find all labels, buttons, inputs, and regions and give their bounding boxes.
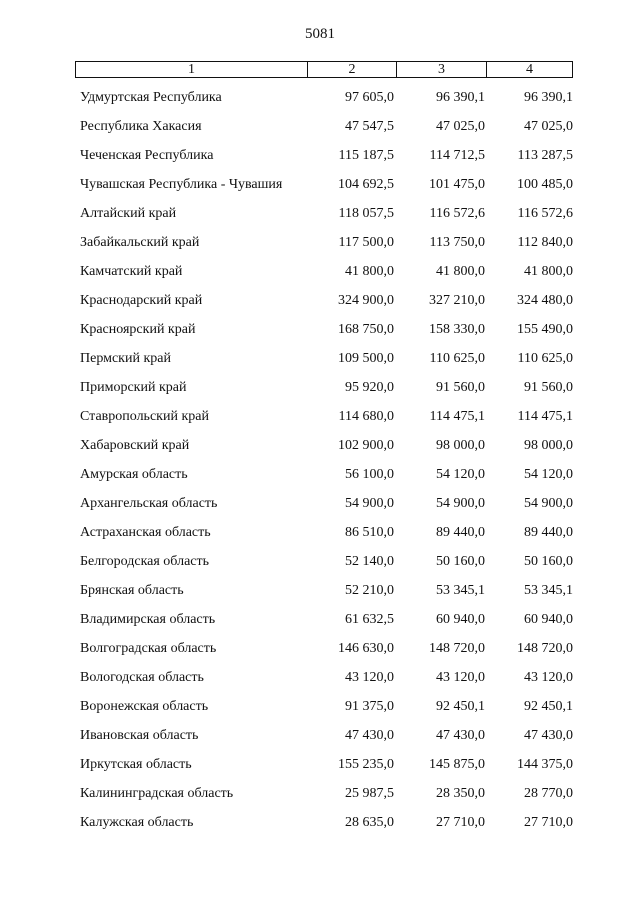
region-name: Владимирская область [80,612,216,627]
value-col-3: 96 390,1 [436,90,485,105]
table-row [0,402,640,431]
header-col-4: 4 [526,61,533,77]
value-col-3: 54 900,0 [436,496,485,511]
table-row [0,518,640,547]
region-name: Краснодарский край [80,293,203,308]
value-col-4: 324 480,0 [517,293,573,308]
value-col-2: 109 500,0 [338,351,394,366]
table-row [0,489,640,518]
value-col-4: 148 720,0 [517,641,573,656]
value-col-4: 110 625,0 [517,351,573,366]
region-name: Камчатский край [80,264,183,279]
region-name: Чувашская Республика - Чувашия [80,177,283,192]
header-col-3: 3 [397,62,487,77]
value-col-2: 43 120,0 [345,670,394,685]
value-col-4: 47 430,0 [524,728,573,743]
value-col-3: 92 450,1 [436,699,485,714]
table-row [0,750,640,779]
value-col-2: 114 680,0 [338,409,394,424]
value-col-3: 145 875,0 [429,757,485,772]
value-col-4: 41 800,0 [524,264,573,279]
region-name: Ставропольский край [80,409,209,424]
table-row [0,431,640,460]
region-name: Амурская область [80,467,188,482]
value-col-3: 113 750,0 [429,235,485,250]
value-col-4: 114 475,1 [517,409,573,424]
value-col-2: 146 630,0 [338,641,394,656]
table-row [0,83,640,112]
value-col-4: 89 440,0 [524,525,573,540]
table-row [0,257,640,286]
value-col-2: 104 692,5 [338,177,394,192]
region-name: Белгородская область [80,554,210,569]
table-row [0,576,640,605]
region-name: Республика Хакасия [80,119,202,134]
value-col-4: 112 840,0 [517,235,573,250]
value-col-3: 98 000,0 [436,438,485,453]
value-col-4: 28 770,0 [524,786,573,801]
region-name: Красноярский край [80,322,196,337]
value-col-2: 86 510,0 [345,525,394,540]
value-col-3: 53 345,1 [436,583,485,598]
value-col-4: 144 375,0 [517,757,573,772]
value-col-3: 148 720,0 [429,641,485,656]
value-col-3: 116 572,6 [429,206,485,221]
table-row [0,228,640,257]
value-col-2: 155 235,0 [338,757,394,772]
value-col-4: 100 485,0 [517,177,573,192]
value-col-3: 110 625,0 [429,351,485,366]
table-row [0,547,640,576]
table-row [0,286,640,315]
value-col-2: 91 375,0 [345,699,394,714]
value-col-4: 54 120,0 [524,467,573,482]
table-row [0,315,640,344]
page-number: 5081 [305,26,335,42]
header-col-1: 1 [76,62,308,77]
value-col-2: 47 430,0 [345,728,394,743]
region-name: Калужская область [80,815,194,830]
value-col-2: 54 900,0 [345,496,394,511]
table-row [0,721,640,750]
value-col-3: 101 475,0 [429,177,485,192]
value-col-4: 155 490,0 [517,322,573,337]
region-name: Воронежская область [80,699,209,714]
region-name: Удмуртская Республика [80,90,222,105]
region-name: Ивановская область [80,728,199,743]
value-col-4: 43 120,0 [524,670,573,685]
value-col-4: 116 572,6 [517,206,573,221]
table-row [0,170,640,199]
value-col-4: 92 450,1 [524,699,573,714]
region-name: Вологодская область [80,670,204,685]
value-col-3: 47 025,0 [436,119,485,134]
value-col-4: 60 940,0 [524,612,573,627]
table-row [0,112,640,141]
region-name: Астраханская область [80,525,211,540]
table-row [0,779,640,808]
value-col-2: 47 547,5 [345,119,394,134]
value-col-3: 60 940,0 [436,612,485,627]
table-row [0,663,640,692]
region-name: Архангельская область [80,496,218,511]
table-row [0,605,640,634]
value-col-3: 50 160,0 [436,554,485,569]
region-name: Приморский край [80,380,187,395]
table-row [0,344,640,373]
region-name: Забайкальский край [80,235,200,250]
value-col-3: 158 330,0 [429,322,485,337]
value-col-2: 95 920,0 [345,380,394,395]
value-col-3: 47 430,0 [436,728,485,743]
value-col-4: 91 560,0 [524,380,573,395]
value-col-3: 114 475,1 [429,409,485,424]
value-col-2: 117 500,0 [338,235,394,250]
value-col-2: 25 987,5 [345,786,394,801]
table-row [0,460,640,489]
value-col-2: 61 632,5 [345,612,394,627]
value-col-4: 113 287,5 [517,148,573,163]
value-col-3: 54 120,0 [436,467,485,482]
value-col-4: 53 345,1 [524,583,573,598]
region-name: Брянская область [80,583,184,598]
region-name: Алтайский край [80,206,177,221]
value-col-2: 168 750,0 [338,322,394,337]
value-col-4: 47 025,0 [524,119,573,134]
value-col-3: 43 120,0 [436,670,485,685]
value-col-3: 91 560,0 [436,380,485,395]
value-col-2: 324 900,0 [338,293,394,308]
table-row [0,634,640,663]
value-col-2: 41 800,0 [345,264,394,279]
region-name: Чеченская Республика [80,148,214,163]
value-col-4: 96 390,1 [524,90,573,105]
value-col-3: 114 712,5 [429,148,485,163]
table-row [0,199,640,228]
value-col-2: 56 100,0 [345,467,394,482]
table-row [0,808,640,837]
value-col-2: 97 605,0 [345,90,394,105]
value-col-3: 327 210,0 [429,293,485,308]
table-header [75,61,573,78]
value-col-4: 54 900,0 [524,496,573,511]
region-name: Пермский край [80,351,171,366]
value-col-2: 52 210,0 [345,583,394,598]
value-col-2: 52 140,0 [345,554,394,569]
value-col-3: 89 440,0 [436,525,485,540]
table-row [0,373,640,402]
value-col-3: 28 350,0 [436,786,485,801]
table-row [0,141,640,170]
value-col-3: 41 800,0 [436,264,485,279]
table-row [0,692,640,721]
value-col-2: 28 635,0 [345,815,394,830]
value-col-3: 27 710,0 [436,815,485,830]
region-name: Калининградская область [80,786,234,801]
value-col-4: 98 000,0 [524,438,573,453]
value-col-4: 27 710,0 [524,815,573,830]
region-name: Иркутская область [80,757,192,772]
table-body [0,83,640,837]
region-name: Хабаровский край [80,438,190,453]
value-col-2: 102 900,0 [338,438,394,453]
value-col-2: 115 187,5 [338,148,394,163]
value-col-4: 50 160,0 [524,554,573,569]
header-col-2: 2 [308,62,397,77]
value-col-2: 118 057,5 [338,206,394,221]
region-name: Волгоградская область [80,641,217,656]
